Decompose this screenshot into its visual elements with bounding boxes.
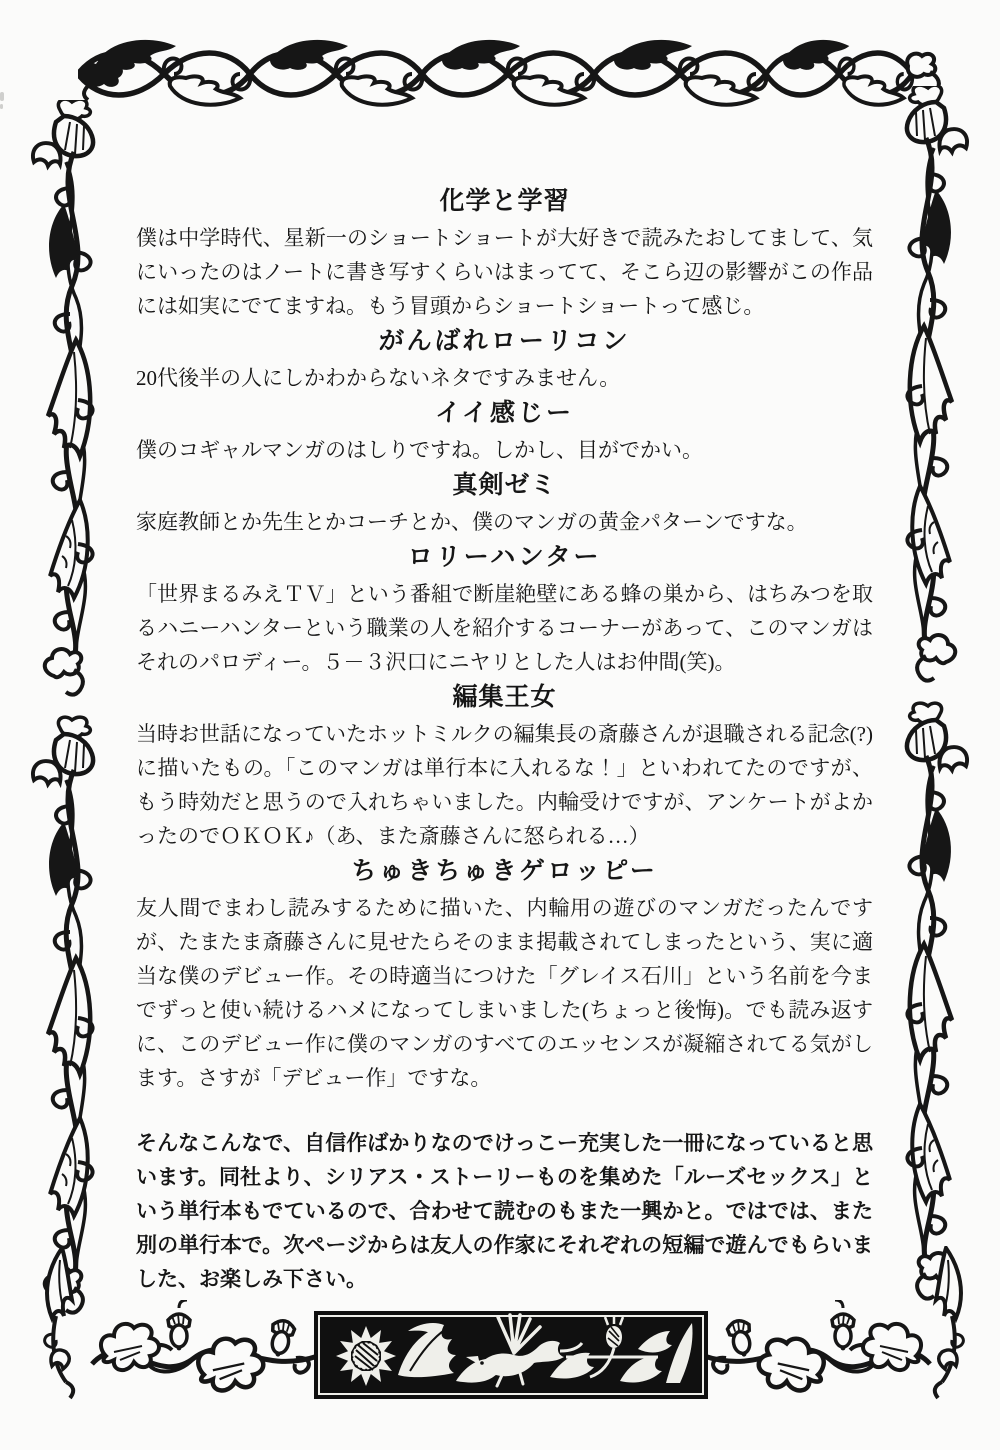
section-paragraph: 僕は中学時代、星新一のショートショートが大好きで読みたおしてまして、気にいったのはノートに書き写すくらいはまってて、そこら辺の影響がこの作品には如実にでてますね。もう冒頭からショートショートって感じ。 (136, 226, 873, 318)
section-paragraph: 「世界まるみえＴＶ」という番組で断崖絶壁にある蜂の巣から、はちみつを取るハニーハンターという職業の人を紹介するコーナーがあって、このマンガはそれのパロディー。５－３沢口にニヤリとした人はお仲間(笑)。 (136, 582, 873, 674)
section-paragraph: 友人間でまわし読みするために描いた、内輪用の遊びのマンガだったんですが、たまたま斎藤さんに見せたらそのまま掲載されてしまったという、実に適当な僕のデビュー作。その時適当につけた「グレイス石川」という名前を今までずっと使い続けるハメになってしまいました(ちょっと後悔)。でも読み返すに、このデビュー作に僕のマンガのすべてのエッセンスが凝縮されてる気がします。さすが「デビュー作」ですな。 (136, 896, 873, 1090)
section-ganbare-lolicon (136, 326, 873, 395)
sunflower-motif (336, 1326, 396, 1386)
right-floral-vine-border-ornament (882, 86, 974, 1304)
section-heading: がんばれローリコン (378, 327, 631, 355)
bottom-right-oak-acorn-vine-ornament (702, 1300, 932, 1410)
section-paragraph: 当時お世話になっていたホットミルクの編集長の斎藤さんが退職される記念(?)に描いたもの。「このマンガは単行本に入れるな！」といわれてたのですが、もう時効だと思うので入れちゃいました。内輪受けですが、アンケートがよかったのでＯＫＯＫ♪（あ、また斎藤さんに怒られる…） (136, 722, 873, 848)
top-thorn-vine-border-ornament (78, 34, 946, 116)
section-paragraph: 僕のコギャルマンガのはしりですね。しかし、目がでかい。 (136, 438, 703, 462)
section-paragraph: 家庭教師とか先生とかコーチとか、僕のマンガの黄金パターンですな。 (136, 510, 808, 534)
section-lolly-hunter (136, 542, 873, 679)
section-heading: ロリーハンター (406, 543, 603, 571)
section-ii-kanji (136, 398, 873, 467)
section-heading: イイ感じー (434, 399, 575, 427)
vine-end-flower (907, 54, 939, 97)
thistle-leaves-left (398, 1323, 498, 1383)
scan-speck (0, 104, 3, 109)
bottom-right-oak-sprig-ornament (918, 1246, 976, 1400)
bottom-left-oak-sprig-ornament (32, 1246, 90, 1400)
vine-end-leaf (80, 59, 123, 100)
scan-speck (0, 92, 4, 101)
dragon-floral-woodcut-panel (314, 1311, 708, 1399)
closing-paragraph: そんなこんなで、自信作ばかりなのでけっこー充実した一冊になっていると思います。同社より、シリアス・ストーリーものを集めた「ルーズセックス」という単行本もでているので、合わせて読むのもまた一興かと。ではでは、また別の単行本で。次ページからは友人の作家にそれぞれの短編で遊んでもらいました、お楽しみ下さい。 (136, 1131, 873, 1291)
section-chuki-chuki-geroppi (136, 856, 873, 1095)
bottom-left-oak-acorn-vine-ornament (90, 1300, 320, 1410)
dragon-motif (466, 1315, 658, 1386)
section-heading: ちゅきちゅきゲロッピー (350, 857, 659, 885)
section-paragraph: 20代後半の人にしかわからないネタですみません。 (136, 366, 621, 390)
section-henshu-oujo (136, 682, 873, 853)
afterword-text-block (136, 183, 873, 1297)
section-kagaku-to-gakushu (136, 186, 873, 323)
section-heading: 真剣ゼミ (452, 471, 557, 499)
section-closing (136, 1126, 873, 1296)
section-heading: 化学と学習 (439, 187, 570, 215)
section-heading: 編集王女 (452, 683, 557, 711)
left-floral-vine-border-ornament (26, 100, 118, 1318)
thistle-motif-right (550, 1316, 693, 1383)
section-shinken-zemi (136, 470, 873, 539)
